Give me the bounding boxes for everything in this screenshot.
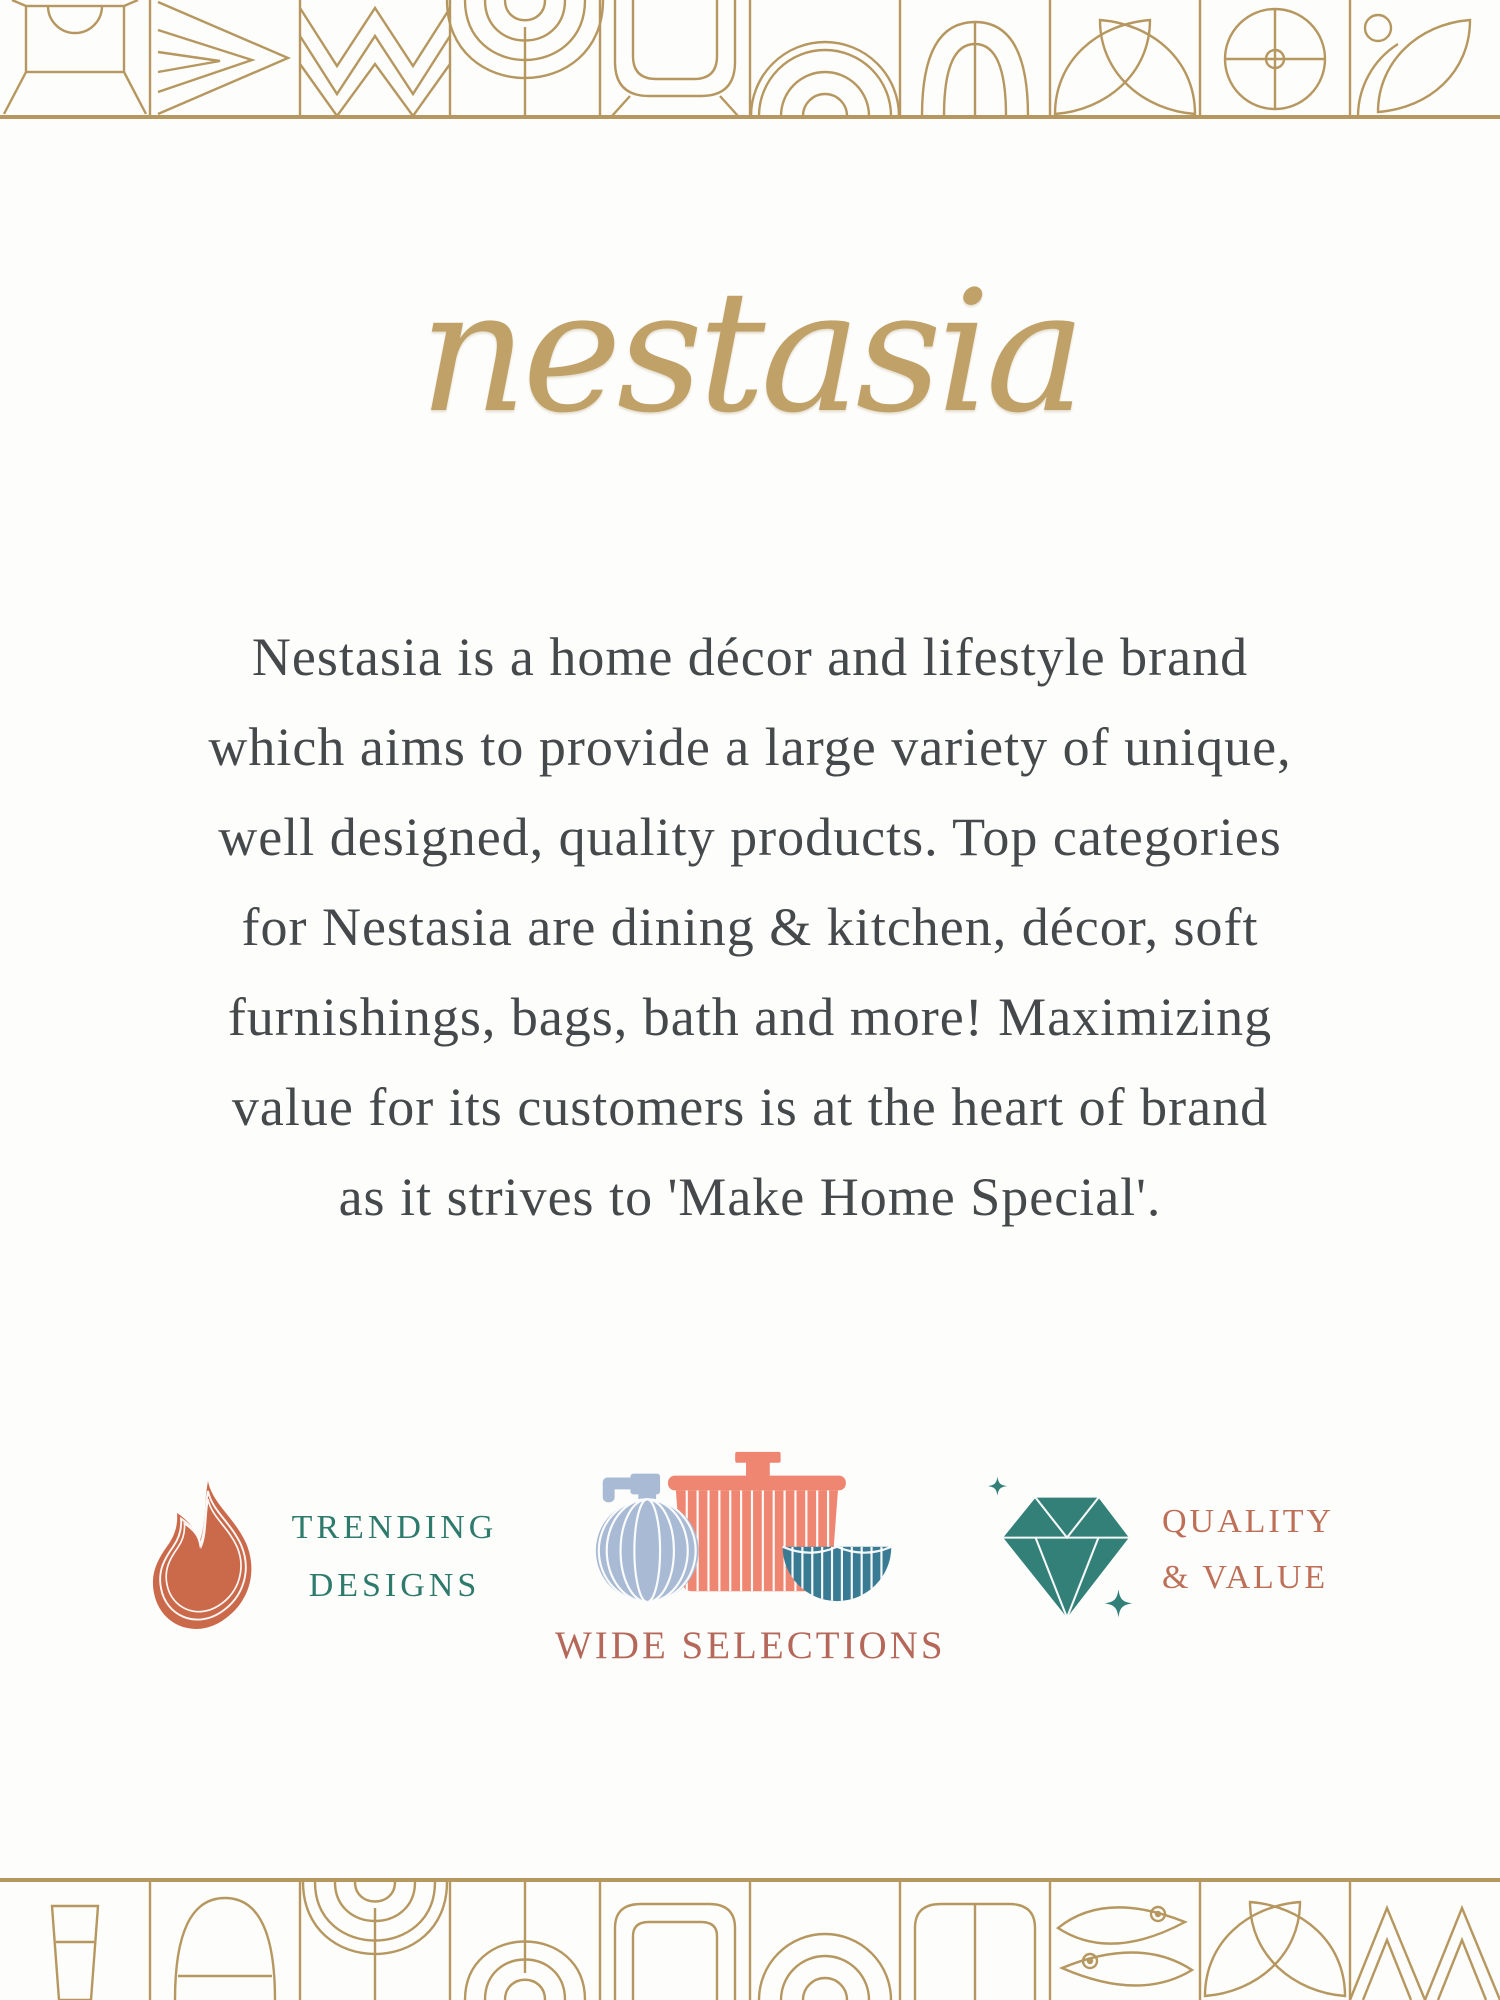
brand-logo-text: nestasia [419, 254, 1081, 450]
feature-quality-value [986, 1466, 1334, 1634]
about-line: for Nestasia are dining & kitchen, décor, soft [241, 897, 1259, 957]
about-line: which aims to provide a large variety of unique, [208, 717, 1292, 777]
feature-quality-line2: & VALUE [1162, 1559, 1329, 1596]
about-line: well designed, quality products. Top categories [218, 807, 1282, 867]
sparkle-icon [1104, 1589, 1132, 1617]
feature-wide-label: WIDE SELECTIONS [555, 1624, 946, 1667]
feature-trending-line1: TRENDING [291, 1509, 498, 1546]
diamond-icon [986, 1466, 1148, 1634]
about-line: as it strives to 'Make Home Special'. [338, 1167, 1162, 1227]
about-line: value for its customers is at the heart of brand [231, 1077, 1269, 1137]
bottom-art-deco-border [0, 1878, 1500, 2000]
flame-icon [148, 1476, 268, 1638]
bowl-shape [783, 1547, 892, 1601]
about-paragraph [90, 612, 1410, 1242]
sparkle-icon [988, 1477, 1007, 1496]
about-line: furnishings, bags, bath and more! Maximizing [227, 987, 1273, 1047]
top-border-rule [0, 115, 1500, 119]
top-art-deco-border [0, 0, 1500, 122]
feature-quality-line1: QUALITY [1162, 1503, 1335, 1540]
feature-trending-line2: DESIGNS [308, 1567, 481, 1604]
feature-wide-selections [555, 1440, 945, 1668]
feature-trending-label [282, 1499, 507, 1615]
kitchenware-icon [585, 1440, 915, 1608]
brand-logo [0, 252, 1500, 454]
feature-trending-designs [148, 1472, 507, 1642]
feature-quality-label [1162, 1494, 1334, 1606]
bottom-border-rule [0, 1878, 1500, 1882]
about-line: Nestasia is a home décor and lifestyle brand [251, 627, 1249, 687]
